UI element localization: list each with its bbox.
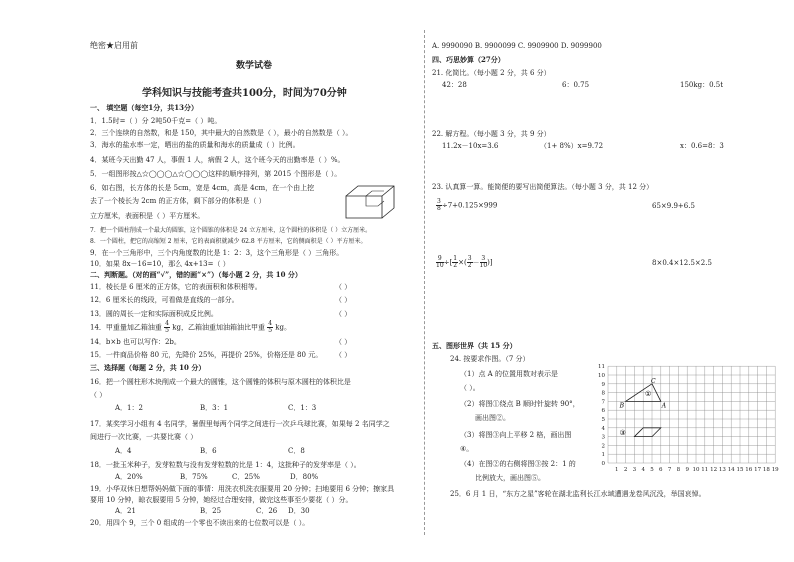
question-14 xyxy=(90,321,291,334)
parallelogram-shape-3 xyxy=(634,428,660,437)
frac-den: 8 xyxy=(437,205,441,212)
question-23: 23. 认真算一算。能简便的要写出简便算法。（每小题 3 分，共 12 分） xyxy=(432,183,654,191)
point-c-label: C xyxy=(651,377,656,385)
x-tick-label: 10 xyxy=(692,467,700,473)
question-20: 20．用四个 9，三个 0 组成的一个零也不读出来的七位数可以是（ ）。 xyxy=(90,519,310,527)
question-11: 11．棱长是 6 厘米的正方体，它的表面积和体积相等。 xyxy=(90,283,262,291)
question-24-3b: ④。 xyxy=(460,445,474,453)
question-21-a: 42：28 xyxy=(442,81,467,89)
y-tick-label: 0 xyxy=(601,461,605,467)
question-25: 25．6 月 1 日，“东方之星”客轮在湖北监利长江水域遭遇龙卷风沉没，举国哀悼。 xyxy=(450,490,706,498)
choice-18-b: B．75% xyxy=(180,473,208,481)
question-24-2b: 画出图②。 xyxy=(475,414,510,422)
question-6-line2: 去了一个棱长为 2cm 的正方体，剩下部分的体积是（ ） xyxy=(90,197,266,205)
cuboid-figure xyxy=(340,180,400,222)
section-1-heading: 一、 填空题（每空1分，共13分） xyxy=(90,103,199,112)
answer-paren-11: （ ） xyxy=(335,283,352,291)
secret-label: 绝密★启用前 xyxy=(90,41,138,50)
question-22: 22. 解方程。（每小题 3 分，共 9 分） xyxy=(432,130,551,138)
choice-19-a: A．21 xyxy=(115,507,136,515)
question-5: 5．一组图形按△☆◯◯◯△☆◯◯◯这样的顺序排列，第 2015 个图形是（ ）。 xyxy=(90,170,342,178)
y-tick-label: 1 xyxy=(601,452,605,459)
question-23-a-rest: ÷7+0.125×999 xyxy=(441,201,498,210)
x-tick-label: 1 xyxy=(615,467,619,473)
question-7: 7．把一个圆柱削成一个最大的圆锥，这个圆锥的体积是 24 立方厘米，这个圆柱的体积是（ ）立方厘米。 xyxy=(90,227,372,234)
question-6-line3: 立方厘米，表面积是（ ）平方厘米。 xyxy=(90,212,205,220)
answer-paren-12: （ ） xyxy=(335,296,352,304)
question-24-3: （3）将图③向上平移 2 格，画出图 xyxy=(460,431,572,439)
choice-16-b: B．3：1 xyxy=(200,404,229,412)
fraction-3-10 xyxy=(480,256,488,269)
exam-subtitle: 学科知识与技能考查共100分，时间为70分钟 xyxy=(142,88,347,99)
op-times-paren: ×( xyxy=(458,258,467,267)
choice-17-b: B．6 xyxy=(200,447,217,455)
question-8: 8．一个圆柱，把它的高缩短 2 厘米，它的表面积就减少 62.8 平方厘米，它的侧面积是（ ）平方厘米。 xyxy=(90,238,367,245)
question-6-line1: 6．如右图，长方体的长是 5cm，宽是 4cm，高是 4cm，在一个由上挖 xyxy=(90,184,315,192)
question-24-2: （2）将图①绕点 B 顺时针旋转 90°， xyxy=(460,400,580,408)
frac-num: 3 xyxy=(437,198,441,205)
x-tick-label: 19 xyxy=(771,467,779,473)
question-21-b: 6：0.75 xyxy=(562,81,590,89)
frac-den: 2 xyxy=(467,262,472,269)
question-14-part-a: 14．甲重量加乙箱油重 xyxy=(90,323,162,332)
question-16-line1: 16．把一个圆柱形木块削成一个最大的圆锥，这个圆锥的体积与原木圆柱的体积比是 xyxy=(90,378,351,386)
frac-num: 9 xyxy=(437,255,442,262)
op-minus: － xyxy=(472,258,480,267)
question-22-b: （1+ 8%）x=9.72 xyxy=(540,142,604,150)
point-a-label: A xyxy=(661,402,667,410)
y-tick-label: 8 xyxy=(601,390,605,397)
x-tick-label: 6 xyxy=(659,467,663,473)
x-tick-label: 7 xyxy=(667,467,672,473)
question-22-c: x：0.6=8：3 xyxy=(680,142,724,150)
frac-den: 10 xyxy=(436,262,444,269)
circle-3-label: ③ xyxy=(619,428,626,437)
x-tick-label: 12 xyxy=(710,467,718,473)
fraction-4-5-b: $\frac{4}{5}$ xyxy=(268,320,273,334)
choice-18-a: A．20% xyxy=(115,473,143,481)
answer-paren-15: （ ） xyxy=(335,338,352,346)
question-24-4: （4）在图②的右侧将图③按 2：1 的 xyxy=(460,460,576,468)
question-16-line2: （ ） xyxy=(90,391,107,399)
question-23-d: 8×0.4×12.5×2.5 xyxy=(652,259,712,267)
answer-paren-16: （ ） xyxy=(335,351,352,359)
x-tick-label: 4 xyxy=(641,467,645,473)
x-tick-label: 2 xyxy=(623,467,628,473)
coordinate-grid xyxy=(596,355,782,475)
question-2: 2．三个连续的自然数，和是 150，其中最大的自然数是（ ），最小的自然数是（ ）。 xyxy=(90,129,353,137)
question-10: 10．如果 8x－16=10，那么 4x+13=（ ） xyxy=(90,260,230,268)
choice-16-c: C．1：3 xyxy=(288,404,317,412)
choice-19-c: C．26 xyxy=(256,507,278,515)
x-tick-label: 14 xyxy=(727,467,735,473)
choice-18-d: D．80% xyxy=(290,473,319,481)
y-tick-label: 10 xyxy=(598,373,605,379)
circle-1-label: ① xyxy=(644,390,652,399)
x-tick-label: 16 xyxy=(745,467,753,473)
question-24-1b: （ ）。 xyxy=(460,384,480,392)
section-4-heading: 四、巧思妙算（27分） xyxy=(432,55,505,64)
section-2-heading: 二、判断题。（对的画“√”，错的画“×”）（每小题 2 分，共 10 分） xyxy=(90,270,302,279)
question-12: 12．6 厘米长的线段，可看做是直线的一部分。 xyxy=(90,296,239,304)
x-tick-label: 3 xyxy=(632,467,637,473)
question-1: 1．1.5时=（ ）分 2吨50千克=（ ）吨。 xyxy=(90,117,222,125)
choice-17-a: A．4 xyxy=(115,447,132,455)
question-21-c: 150kg：0.5t xyxy=(680,81,724,89)
x-tick-label: 9 xyxy=(685,467,689,473)
choice-16-a: A．1：2 xyxy=(115,404,143,412)
x-tick-label: 11 xyxy=(701,467,709,473)
x-tick-label: 17 xyxy=(754,467,762,473)
choice-19-b: B．25 xyxy=(200,507,222,515)
question-23-c xyxy=(436,256,493,269)
choice-18-c: C．25% xyxy=(232,473,260,481)
x-tick-label: 15 xyxy=(736,467,744,473)
op-close: )] xyxy=(487,258,493,267)
frac-den: 2 xyxy=(453,262,458,269)
frac-den: 10 xyxy=(479,262,488,269)
column-divider xyxy=(424,30,425,535)
y-tick-label: 3 xyxy=(601,434,605,441)
question-15: 14．b×b 也可以写作：2b。 xyxy=(90,338,181,346)
question-16-price: 15．一件商品价格 80 元，先降价 25%，再提价 25%，价格还是 80 元。 xyxy=(90,351,323,359)
y-tick-label: 11 xyxy=(598,364,605,371)
answer-paren-13: （ ） xyxy=(335,310,352,318)
frac-num: 3 xyxy=(467,255,472,262)
question-14-part-b: kg，乙箱油重加油箱油比甲重 xyxy=(172,323,265,332)
choice-17-c: C．8 xyxy=(288,447,305,455)
x-tick-label: 18 xyxy=(762,467,770,473)
y-tick-label: 6 xyxy=(601,408,605,415)
question-9: 9．在一个三角形中，三个内角度数的比是 1：2：3，这个三角形是（ ）三角形。 xyxy=(90,249,344,257)
question-17-line1: 17．某奖学习小组有 4 名同学，暑假里每两个同学之间进行一次乒乓球比赛，如果每 2 名同学之 xyxy=(90,420,390,428)
y-tick-label: 9 xyxy=(601,381,605,388)
frac-num: 1 xyxy=(453,255,458,262)
y-tick-label: 2 xyxy=(601,443,605,450)
question-3: 3．海水的盐水率一定，晒出的盐的质量和海水的质量成（ ）比例。 xyxy=(90,141,300,149)
fraction-9-10 xyxy=(436,256,444,269)
coordinate-grid-svg xyxy=(596,355,782,475)
x-tick-label: 13 xyxy=(718,467,726,473)
question-14-part-c: kg。 xyxy=(275,323,291,332)
question-13: 13．圆的周长一定和实际面积成反比例。 xyxy=(90,310,218,318)
fraction-4-5: $\frac{4}{5}$ xyxy=(165,320,169,334)
frac-num: 3 xyxy=(481,255,486,262)
section-3-heading: 三、选择题（每题 2 分，共 10 分） xyxy=(90,363,206,372)
x-tick-label: 5 xyxy=(650,467,654,473)
y-tick-label: 7 xyxy=(601,399,605,406)
question-18: 18．一批玉米种子，发芽粒数与没有发芽粒数的比是 1：4，这批种子的发芽率是（ ）。 xyxy=(90,461,361,469)
question-24-4b: 比例放大，画出图⑤。 xyxy=(475,474,545,482)
y-tick-label: 5 xyxy=(601,417,605,423)
question-23-a xyxy=(436,199,497,212)
exam-title: 数学试卷 xyxy=(236,61,273,71)
question-24: 24. 按要求作图。（7 分） xyxy=(450,355,530,363)
op-divide-bracket: ÷[ xyxy=(443,258,453,267)
section-5-heading: 五、图形世界（共 15 分） xyxy=(432,341,517,350)
choice-19-d: D．30 xyxy=(288,507,310,515)
question-4: 4．某班今天出勤 47 人，事假 1 人，病假 2 人，这个班今天的出勤率是（ ）%。 xyxy=(90,156,345,164)
question-19-line1: 19．小华双休日想帮妈妈做下面的事情：用洗衣机洗衣服要用 20 分钟；扫地要用 6 分钟；擦家具 xyxy=(90,485,395,493)
question-17-line2: 间进行一次比赛，一共要比赛（ ） xyxy=(90,433,198,441)
question-21: 21. 化简比。（每小题 2 分，共 6 分） xyxy=(432,69,551,77)
point-b-label: B xyxy=(619,402,625,410)
x-tick-label: 8 xyxy=(676,467,681,473)
question-24-1: （1）点 A 的位置用数对表示是 xyxy=(460,370,558,378)
y-tick-label: 4 xyxy=(601,425,605,432)
question-19-line2: 要用 10 分钟，晾衣服要用 5 分钟，她经过合理安排，做完这些事至少要花（ ）分。 xyxy=(90,496,353,504)
q20-choices: A. 9990090 B. 9900099 C. 9909900 D. 9099900 xyxy=(432,42,602,50)
question-23-b: 65×9.9+6.5 xyxy=(652,202,695,210)
question-22-a: 11.2x－10x=3.6 xyxy=(442,142,499,150)
